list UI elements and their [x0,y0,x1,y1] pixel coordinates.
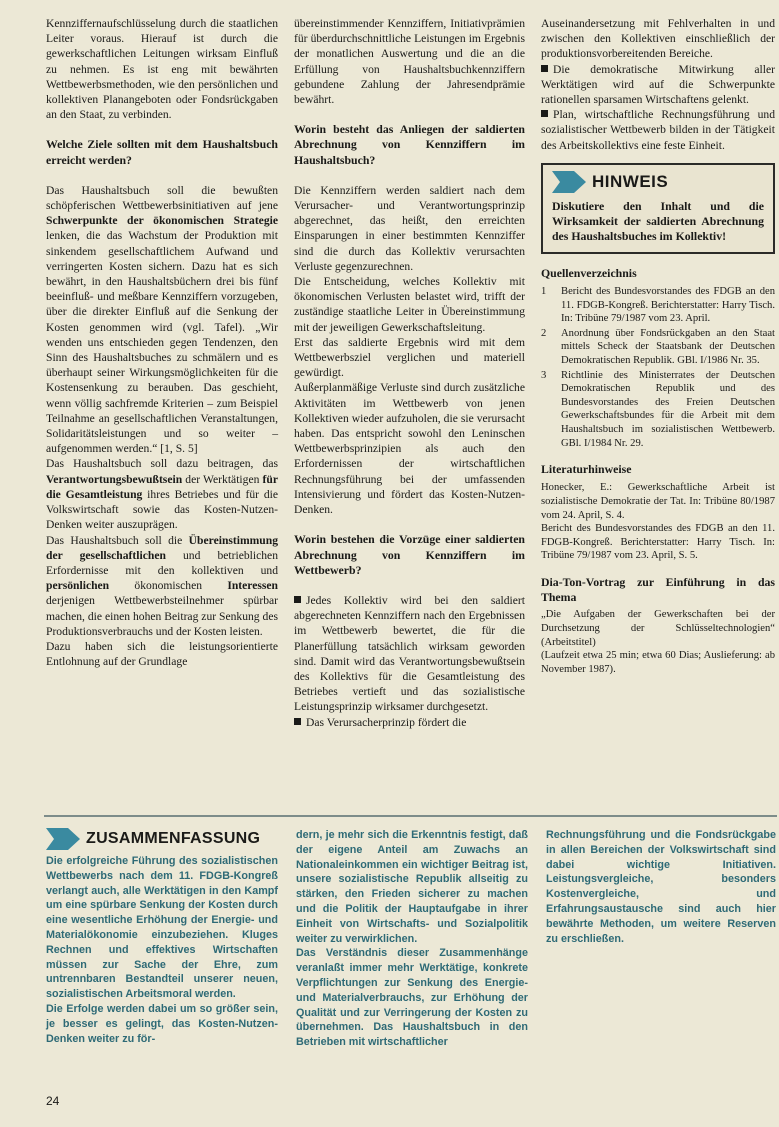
text-run: und betrieblichen Erfordernisse mit den kollektiven und [46,548,278,577]
text-run: derjenigen Wettbewerbsteilnehmer spürbar machen, die einen hohen Beitrag zur Senkung des Produktionsverbrauchs und der Kosten leisten. [46,594,278,638]
summary-column-1 [46,828,278,1046]
summary-text: dern, je mehr sich die Erkenntnis festigt, daß der eigene Anteil am Zuwachs an Nationaleinkommen ein wichtiger Beitrag ist, unsere sozialistische Republik allseitig zu stärken, den Frieden sicherer zu machen und die Politik der Hauptaufgabe in ihrer Einheit von Wirtschafts- und Sozialpolitik weiter zu verwirklichen. [296,829,528,945]
text-run: der Werktätigen [182,472,263,486]
text-run: Das Haushaltsbuch soll dazu beitragen, das [46,457,278,471]
bold-run: Übereinstimmung der gesellschaftlichen [46,533,278,562]
bullet-paragraph [541,62,775,108]
reference-number: 2 [541,327,547,339]
paragraph: übereinstimmender Kennziffern, Initiativprämien für überdurchschnittliche Leistungen im Ergebnis der monatlichen Auswertung und die an die Erfüllung von Haushaltsbuchkennziffern gebundene Zahlung der Jahresendprämie bewährt. [294,17,525,107]
column-2 [294,16,525,730]
column-3 [541,16,775,676]
text-run: ökonomischen [109,579,228,593]
square-bullet-icon [541,65,548,72]
summary-header [46,828,278,850]
literature-list [541,481,775,563]
reference-item [541,369,775,451]
summary-column-3 [546,828,776,946]
summary-text: Rechnungsführung und die Fondsrückgabe in allen Bereichen der Volkswirtschaft sind dabei wichtige Initiativen. Leistungsvergleiche, besonders Kostenvergleiche, und Erfahrungsaustausche sind auch hier bewährte Methoden, um weitere Reserven zu erschließen. [546,829,776,945]
bullet-paragraph [294,593,525,715]
reference-item [541,327,775,368]
summary-title: ZUSAMMENFASSUNG [86,829,261,847]
paragraph: Dazu haben sich die leistungsorientierte Entlohnung auf der Grundlage [46,639,278,669]
section-divider [44,815,777,817]
text-run: ihres Betriebes und für die Volkswirtschaft sowie das Kosten-Nutzen-Denken weiter auszuprägen. [46,487,279,532]
slide-show-heading: Dia-Ton-Vortrag zur Einführung in das Thema [541,574,775,605]
summary-text: Die Erfolge werden dabei um so größer sein, je besser es gelingt, das Kosten-Nutzen-Denken weiter zu för- [46,1002,278,1045]
square-bullet-icon [541,110,548,117]
slide-show-text: „Die Aufgaben der Gewerkschaften bei der Durchsetzung der Schlüsseltechnologien“ (Arbeitstitel) [541,609,775,648]
paragraph: Erst das saldierte Ergebnis wird mit dem Wettbewerbsziel verglichen und materiell gewürdigt. [294,335,525,380]
bullet-paragraph [541,107,775,153]
summary-text: Das Verständnis dieser Zusammenhänge veranlaßt immer mehr Werktätige, konkrete Verpflichtungen zur Senkung des Energie- und Materialverbrauchs, zur Erhöhung der Qualität und zur Verringerung der Kosten zu übernehmen. Das Haushaltsbuch in den Betrieben mit wirtschaftlicher [296,947,528,1049]
reference-text: Anordnung über Fondsrückgaben an den Staat mittels Scheck der Staatsbank der Deutschen Demokratischen Republik. GBl. I/1986 Nr. 35. [561,327,775,366]
literature-item: Honecker, E.: Gewerkschaftliche Arbeit ist sozialistische Demokratie der Tat. In: Tribüne 80/1987 vom 24. April, S. 4. [541,482,775,521]
text-run: lenken, die das Wachstum der Produktion mit sinkendem gesellschaftlichem Aufwand und verringerten Kosten sichern. Dazu hat es sich bewährt, in den Haushaltsbüchern drei bis fünf beeinfluß- und meßbare Kennziffern vorzugeben, über die direkter Einfluß auf die Senkung der Kosten genommen wird (vgl. Tafel). „Wir wenden uns entschieden gegen Tendenzen, den Sinn des Haushaltsbuches zu schmälern und es überhaupt seiner Wirkungsmöglichkeiten für die Kostensenkung zu berauben. Das geschieht, wenn völlig sachfremde Kriterien – zum Beispiel Teilnahme an gesellschaftlichen Veranstaltungen, Solidaritätsleistungen und so weiter – aufgenommen werden.“ [1, S. 5] [46,229,278,456]
paragraph [46,456,278,532]
reference-number: 3 [541,369,547,381]
text-run: Das Verursacherprinzip fördert die [306,715,467,729]
section-heading: Worin besteht das Anliegen der saldierten Abrechnung von Kennziffern im Haushaltsbuch? [294,122,525,167]
paragraph: Kennziffernaufschlüsselung durch die staatlichen Leiter voraus. Hierauf ist durch die gewerkschaftlichen Leitungen wirksam Einfluß zu nehmen. Es ist eng mit bewährten Wettbewerbsmethoden, wie den persönlichen und kollektiven Planangeboten oder Fondsrückgaben an den Staat, zu verbinden. [46,17,278,122]
literature-item: Bericht des Bundesvorstandes des FDGB an den 11. FDGB-Kongreß. Berichterstatter: Harry Tisch. In: Tribüne 79/1987 vom 23. April, S. 5. [541,523,775,562]
literature-heading: Literaturhinweise [541,462,632,477]
text-run: Plan, wirtschaftliche Rechnungsführung und sozialistischer Wettbewerb bilden in der Tätigkeit des Arbeitskollektivs eine feste Einheit. [541,108,775,152]
sources-heading: Quellenverzeichnis [541,265,637,280]
hinweis-title: HINWEIS [592,172,669,192]
reference-list [541,285,775,450]
hinweis-box [541,163,775,254]
hinweis-header [552,171,764,193]
column-1 [46,16,278,669]
paragraph [46,533,278,639]
bold-run: Interessen [227,579,278,593]
slide-show-note: (Laufzeit etwa 25 min; etwa 60 Dias; Auslieferung: ab November 1987). [541,650,775,675]
summary-column-2 [296,828,528,1050]
reference-item [541,285,775,326]
text-run: Die demokratische Mitwirkung aller Werktätigen wird auf die Schwerpunkte rationellen sparsamen Wirtschaftens gelenkt. [541,62,775,107]
slide-show-info [541,608,775,676]
section-heading: Welche Ziele sollten mit dem Haushaltsbuch erreicht werden? [46,137,278,167]
reference-text: Bericht des Bundesvorstandes des FDGB an den 11. FDGB-Kongreß. Berichterstatter: Harry Tisch. In: Tribüne 79/1987 vom 23. April. [561,286,775,325]
section-heading: Worin bestehen die Vorzüge einer saldierten Abrechnung von Kennziffern im Wettbewerb? [294,532,525,577]
paragraph: Außerplanmäßige Verluste sind durch zusätzliche Aktivitäten im Wettbewerb von jenen Kollektiven wieder aufzuholen, die sie verursacht haben. Das entspricht sowohl den Leninschen Wettbewerbsprinzipien als auch den Erfordernissen der wirtschaftlichen Rechnungsführung bei der umfassenden Intensivierung und fördert das Kosten-Nutzen-Denken. [294,381,525,517]
reference-number: 1 [541,286,547,298]
text-run: Jedes Kollektiv wird bei den saldiert abgerechneten Kennziffern nach den Ergebnissen im Wettbewerb bewertet, die für die Planerfüllung tatsächlich wirksam geworden sind. Damit wird das Verantwortungsbewußtsein des Kollektivs für die Gesamtleistung des Betriebes vertieft und das sozialistische Leistungsprinzip wirksamer durchgesetzt. [294,593,525,714]
bullet-paragraph [294,715,525,730]
square-bullet-icon [294,596,301,603]
text-run: Das Haushaltsbuch soll die bewußten schöpferischen Wettbewerbsinitiativen auf jene [46,183,278,213]
bold-run: Verantwortungsbewußtsein [46,472,183,486]
paragraph [46,183,278,457]
square-bullet-icon [294,718,301,725]
paragraph: Die Kennziffern werden saldiert nach dem Verursacher- und Verantwortungsprinzip abgerechnet, das heißt, den erreichten Einsparungen in einer bestimmten Kennziffer sind die durch das Kollektiv verursachten Verluste gegenzurechnen. [294,183,525,273]
arrow-tag-icon [552,171,586,193]
paragraph: Die Entscheidung, welches Kollektiv mit ökonomischen Verlusten belastet wird, trifft der zuständige staatliche Leiter in Übereinstimmung mit der jeweiligen Gewerkschaftsleitung. [294,275,525,334]
arrow-tag-icon [46,828,80,850]
page-number: 24 [46,1094,60,1108]
bold-run: für die Gesamtleistung [46,472,278,501]
hinweis-text: Diskutiere den Inhalt und die Wirksamkeit der saldierten Abrechnung des Haushaltsbuches im Kollektiv! [552,198,764,243]
reference-text: Richtlinie des Ministerrates der Deutschen Demokratischen Republik und des Bundesvorstandes des Freien Deutschen Gewerkschaftsbundes für die Arbeit mit dem Haushaltsbuch im sozialistischen Wettbewerb. GBl. I/1984 Nr. 29. [561,369,775,449]
bold-run: persönlichen [46,579,110,593]
bold-run: Schwerpunkte der ökonomischen Strategie [46,214,278,228]
summary-text: Die erfolgreiche Führung des sozialistischen Wettbewerbs nach dem 11. FDGB-Kongreß verlangt auch, alle Werktätigen in den Kampf um eine spürbare Senkung der Kosten durch eine wesentliche Erhöhung der Energie- und Materialökonomie einzubeziehen. Kluges Rechnen und effektives Wirtschaften müssen zur Sache der Ehre, zum untrennbaren Bestandteil unserer neuen, sozialistischen Arbeitsmoral werden. [46,855,278,1001]
paragraph: Auseinandersetzung mit Fehlverhalten in und zwischen den Kollektiven einschließlich der produktionsvorbereitenden Bereiche. [541,17,775,61]
text-run: Das Haushaltsbuch soll die [46,533,189,547]
